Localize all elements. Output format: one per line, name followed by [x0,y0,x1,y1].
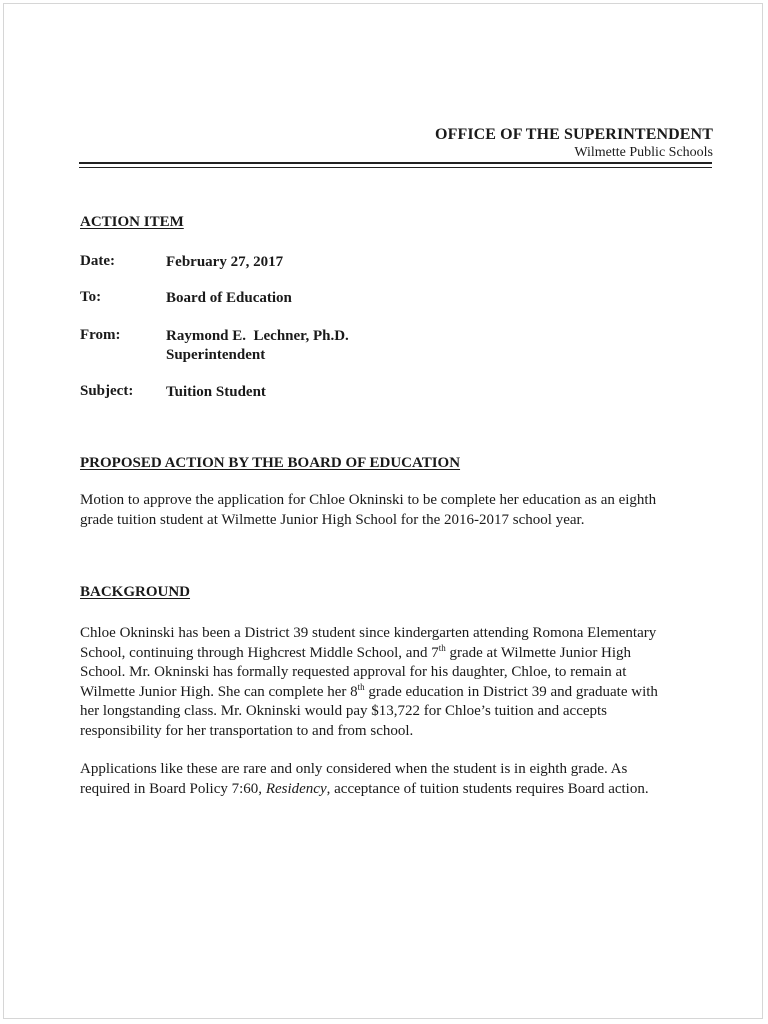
background-heading: BACKGROUND [80,584,191,600]
proposed-action-text [80,491,680,530]
bg-p1-part-a: Chloe Okninski has been a District 39 student since kindergarten attending Romona Elementary School, continuing through Highcrest Middle School, and 7 [80,625,657,661]
action-item-heading: ACTION ITEM [80,214,184,230]
from-value: Raymond E. Lechner, Ph.D. [166,328,349,344]
bg-p1-sup-1: th [438,642,446,653]
background-paragraph-2 [80,760,680,799]
bg-p2-part-a: Applications like these are rare and only considered when the student is in eighth grade. As required in Board Policy 7:60, [80,761,628,797]
to-label: To: [80,289,102,305]
bg-p1-part-b: grade at Wilmette Junior High School. Mr. Okninski has formally requested approval for his daughter, Chloe, to remain at Wilmette Junior High. She can complete her 8 [80,644,632,700]
office-title: OFFICE OF THE SUPERINTENDENT [435,126,713,143]
district-name: Wilmette Public Schools [574,145,713,160]
date-label: Date: [80,253,115,269]
from-label: From: [80,327,121,343]
policy-name: Residency [265,780,327,797]
subject-value: Tuition Student [166,384,266,400]
proposed-action-heading: PROPOSED ACTION BY THE BOARD OF EDUCATION [80,455,461,471]
proposed-action-paragraph: Motion to approve the application for Chloe Okninski to be complete her education as an eighth grade tuition student at Wilmette Junior High School for the 2016-2017 school year. [80,492,657,528]
bg-p2-part-b: , acceptance of tuition students requires Board action. [326,780,649,797]
background-paragraph-1 [80,624,680,742]
from-title: Superintendent [166,347,266,363]
subject-label: Subject: [80,383,134,399]
to-value: Board of Education [166,290,292,306]
header-rule [79,162,712,168]
date-value: February 27, 2017 [166,254,284,270]
bg-p1-part-c: grade education in District 39 and graduate with her longstanding class. Mr. Okninski would pay $13,722 for Chloe’s tuition and accepts responsibility for her transportation to and from school. [80,683,658,739]
bg-p1-sup-2: th [357,681,365,692]
